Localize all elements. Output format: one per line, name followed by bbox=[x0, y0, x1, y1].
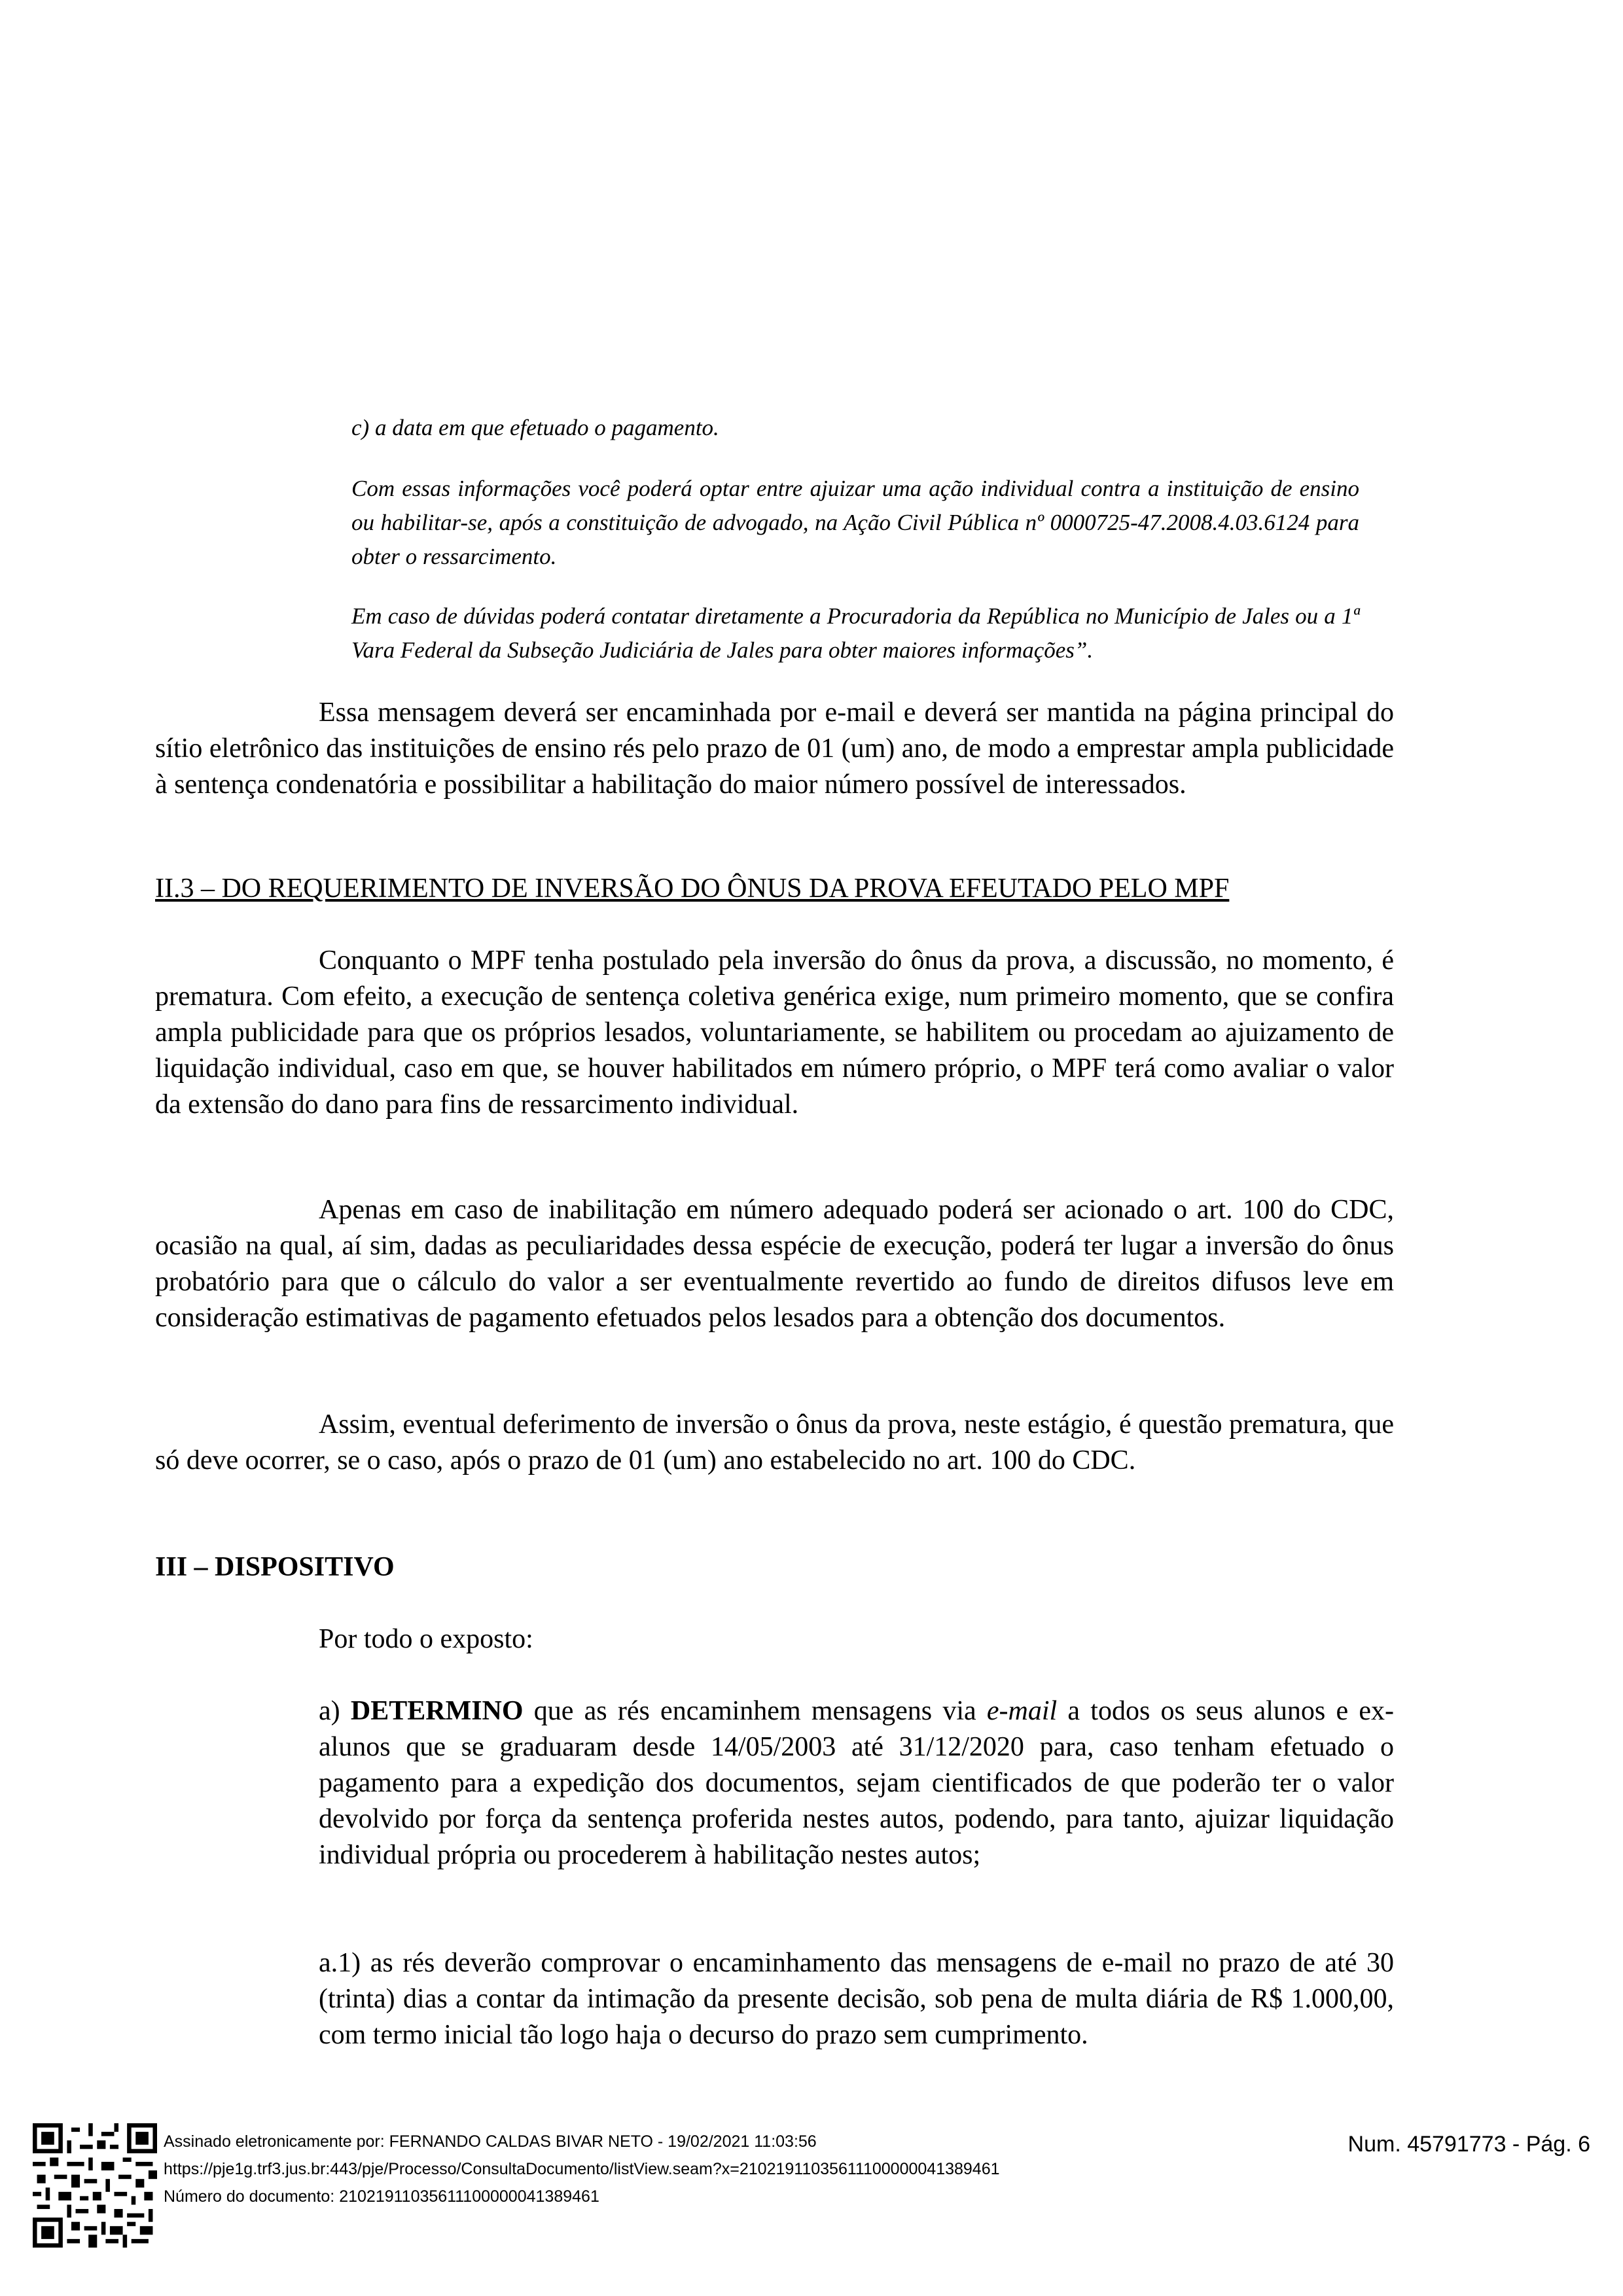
item-a-mid: que as rés encaminhem mensagens via bbox=[523, 1696, 987, 1726]
quote-paragraph-2 bbox=[351, 599, 1359, 667]
item-a-determino: DETERMINO bbox=[350, 1696, 524, 1726]
item-a-rest: a todos os seus alunos e ex-alunos que se graduaram desde 14/05/2003 até 31/12/2020 para, caso tenham efetuado o pagamento para a expedição dos documentos, sejam cientificados de que poderão ter o valor devolvido por força da sentença proferida nestes autos, podendo, para tanto, ajuizar liquidação individual própria ou procederem à habilitação nestes autos; bbox=[319, 1696, 1394, 1870]
quote-paragraph-2-text: Em caso de dúvidas poderá contatar diretamente a Procuradoria da República no Município de Jales ou a 1ª Vara Federal da Subseção Judiciária de Jales para obter maiores informações”. bbox=[351, 603, 1359, 663]
dispositivo-intro: Por todo o exposto: bbox=[319, 1624, 533, 1654]
paragraph-conquanto: Conquanto o MPF tenha postulado pela inversão do ônus da prova, a discussão, no momento, é prematura. Com efeito, a execução de sentença coletiva genérica exige, num primeiro momento, que se confira ampla publicidade para que os próprios lesados, voluntariamente, se habilitem ou procedam ao ajuizamento de liquidação individual, caso em que, se houver habilitados em número próprio, o MPF terá como avaliar o valor da extensão do dano para fins de ressarcimento individual. bbox=[155, 945, 1394, 1120]
paragraph-apenas: Apenas em caso de inabilitação em número adequado poderá ser acionado o art. 100 do CDC, ocasião na qual, aí sim, dadas as peculiaridades dessa espécie de execução, poderá ter lugar a inversão do ônus probatório para que o cálculo do valor a ser eventualmente revertido ao fundo de direitos difusos leve em consideração estimativas de pagamento efetuados pelos lesados para a obtenção dos documentos. bbox=[155, 1195, 1394, 1333]
quote-paragraph-1 bbox=[351, 472, 1359, 574]
quote-item-c-text: c) a data em que efetuado o pagamento. bbox=[351, 415, 719, 440]
paragraph-assim: Assim, eventual deferimento de inversão o ônus da prova, neste estágio, é questão prematura, que só deve ocorrer, se o caso, após o prazo de 01 (um) ano estabelecido no art. 100 do CDC. bbox=[155, 1409, 1394, 1475]
item-a-prefix: a) bbox=[319, 1696, 351, 1726]
section-heading-ii3: II.3 – DO REQUERIMENTO DE INVERSÃO DO ÔNUS DA PROVA EFEUTADO PELO MPF bbox=[155, 874, 1230, 904]
footer-document-number: Número do documento: 21021911035611100000041389461 bbox=[164, 2187, 599, 2206]
paragraph-message: Essa mensagem deverá ser encaminhada por e-mail e deverá ser mantida na página principal do sítio eletrônico das instituições de ensino rés pelo prazo de 01 (um) ano, de modo a emprestar ampla publicidade à sentença condenatória e possibilitar a habilitação do maior número possível de interessados. bbox=[155, 698, 1394, 800]
footer-url[interactable]: https://pje1g.trf3.jus.br:443/pje/Processo/ConsultaDocumento/listView.seam?x=21021911035611100000041389461 bbox=[164, 2160, 1000, 2178]
item-a-email: e-mail bbox=[986, 1696, 1058, 1726]
page-number: Num. 45791773 - Pág. 6 bbox=[1347, 2132, 1590, 2157]
quote-paragraph-1-text: Com essas informações você poderá optar entre ajuizar uma ação individual contra a instituição de ensino ou habilitar-se, após a constituição de advogado, na Ação Civil Pública nº 0000725-47.2008.4.03.6124 para obter o ressarcimento. bbox=[351, 476, 1359, 569]
section-heading-iii: III – DISPOSITIVO bbox=[155, 1552, 395, 1582]
item-a1: a.1) as rés deverão comprovar o encaminhamento das mensagens de e-mail no prazo de até 30 (trinta) dias a contar da intimação da presente decisão, sob pena de multa diária de R$ 1.000,00, com termo inicial tão logo haja o decurso do prazo sem cumprimento. bbox=[319, 1948, 1394, 2050]
item-a bbox=[319, 1693, 1394, 1873]
footer-signed: Assinado eletronicamente por: FERNANDO CALDAS BIVAR NETO - 19/02/2021 11:03:56 bbox=[164, 2132, 817, 2151]
quote-item-c bbox=[351, 411, 1359, 445]
qr-code-icon bbox=[33, 2123, 157, 2248]
